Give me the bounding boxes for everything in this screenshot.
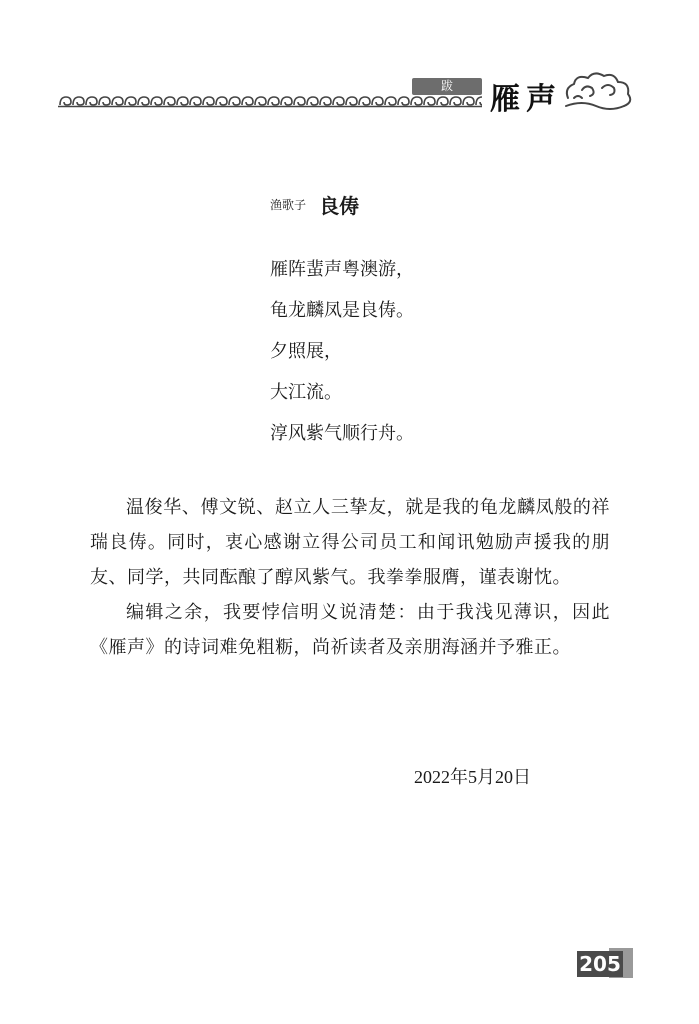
section-label: 跋 [412, 78, 482, 95]
auspicious-cloud-icon [562, 68, 638, 112]
page-header [0, 0, 699, 130]
book-title: 雁声 [490, 82, 562, 117]
poem-title: 良俦 [319, 194, 360, 218]
poem-line: 淳风紫气顺行舟。 [270, 423, 414, 444]
decorative-border-strip [58, 94, 482, 108]
poem-lines [270, 255, 414, 460]
poem-line: 龟龙麟凤是良俦。 [270, 300, 414, 321]
postscript-body [90, 490, 610, 665]
body-paragraph: 温俊华、傅文锐、赵立人三挚友，就是我的龟龙麟凤般的祥瑞良俦。同时，衷心感谢立得公司员工和闻讯勉励声援我的朋友、同学，共同酝酿了醇风紫气。我拳拳服膺，谨表谢忱。 [90, 497, 610, 588]
poem-tune-name: 渔歌子 [270, 198, 307, 212]
poem-line: 夕照展， [270, 341, 342, 362]
body-paragraph: 编辑之余，我要悖信明义说清楚：由于我浅见薄识，因此《雁声》的诗词难免粗粝，尚祈读者及亲朋海涵并予雅正。 [90, 602, 610, 658]
poem-line: 雁阵蜚声粤澳游， [270, 259, 414, 280]
signature-date: 2022年5月20日 [414, 767, 531, 787]
poem-line: 大江流。 [270, 382, 342, 403]
poem-heading [270, 190, 359, 219]
page-number: 205 [577, 951, 623, 977]
